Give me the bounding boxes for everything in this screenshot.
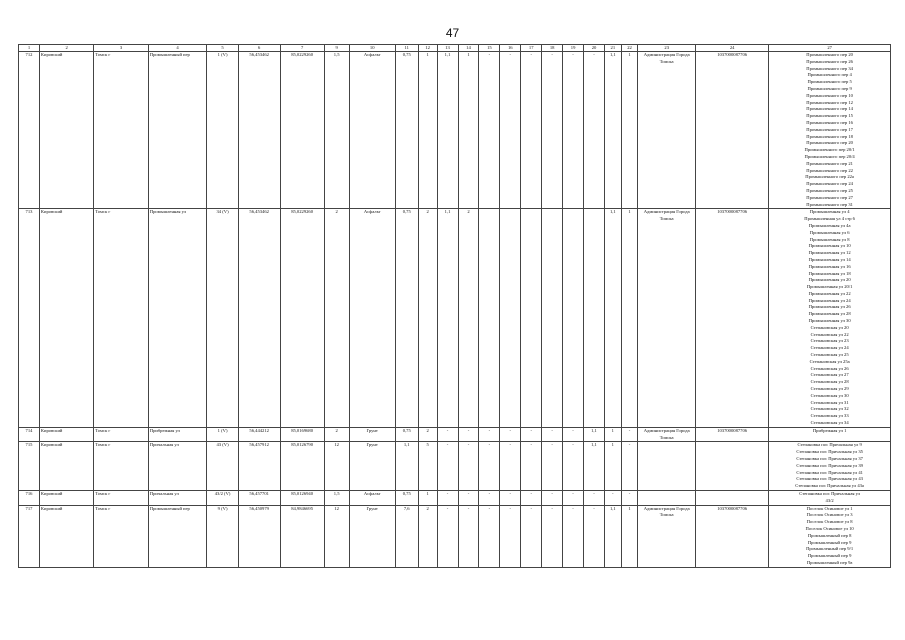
table-cell: - [563,491,584,506]
table-cell: - [500,491,521,506]
column-number: 12 [418,45,437,52]
column-number: 15 [479,45,500,52]
address-item: Промышленный пер 8 [807,532,852,538]
table-cell: 2 [418,209,437,428]
table-cell: 9 (V) [207,505,238,567]
address-item: Промышленного пер 25 [806,187,853,193]
table-cell: 34 (V) [207,209,238,428]
table-cell [584,209,605,428]
address-item: Промышленный пер 9 [807,539,852,545]
table-cell: - [542,427,563,442]
table-cell: - [458,505,479,567]
table-cell [479,209,500,428]
column-number: 22 [621,45,638,52]
address-item: Степановская ул 30 [810,392,849,398]
table-cell: Томск г [94,52,148,209]
address-item: Промышленная ул 24 [808,297,851,303]
address-item: Степановская ул 22 [810,331,849,337]
address-item: Промышленного пер 24 [806,181,853,187]
table-cell: 0,75 [395,209,418,428]
table-cell: - [542,442,563,491]
address-item: Степановка пос Причальная ул [799,491,861,496]
address-item: Промышленная ул 30 [808,318,851,324]
table-cell [521,209,542,428]
table-cell: Томск г [94,209,148,428]
address-item: Степановка пос Причальная ул 43 [796,476,863,482]
page-number: 47 [445,26,460,40]
table-cell: - [437,427,458,442]
column-number: 4 [148,45,207,52]
address-item: Степановка пос Причальная ул 37 [796,456,863,462]
address-item: Промышленного пер 14 [806,106,853,112]
table-cell: - [563,442,584,491]
column-number: 6 [238,45,280,52]
table-cell: Кировский [39,52,93,209]
table-cell: 712 [19,52,40,209]
address-item: Промышленная ул 20/1 [806,284,853,290]
address-item: Степановская ул 28 [810,379,849,385]
address-item: Промышленный пер 9а [806,559,853,565]
table-cell: 84,9846695 [280,505,324,567]
table-cell: - [621,491,638,506]
address-item: Степановка пос Причальная ул 41 [796,469,863,475]
column-number: 21 [604,45,621,52]
table-cell: 1,1 [584,442,605,491]
table-cell: 1,1 [437,209,458,428]
table-cell: 85,0229260 [280,52,324,209]
address-item: Степановская ул 31 [810,399,849,405]
table-cell: Асфальт [349,209,395,428]
table-row [19,505,891,567]
table-row [19,52,891,209]
table-cell: 1 [621,209,638,428]
table-row [19,491,891,506]
table-cell: 2 [418,427,437,442]
table-cell: - [479,505,500,567]
address-list [769,505,891,567]
table-cell: 85,0229260 [280,209,324,428]
table-cell: - [437,442,458,491]
table-cell: Промышленный пер [148,505,207,567]
table-cell: 2 [418,505,437,567]
table-cell: - [458,442,479,491]
table-cell: 1 [621,52,638,209]
address-item: Степановская ул 23 [810,338,849,344]
table-cell: - [542,52,563,209]
address-item: Промышленная ул 4а [808,222,851,228]
table-cell: 1 [458,52,479,209]
table-cell: Грунт [349,505,395,567]
table-cell: 56,453462 [238,52,280,209]
address-item: Поселок Осиновое ул 3 [806,512,853,518]
table-cell: 1037000087706 [695,427,768,442]
table-cell: 2 [458,209,479,428]
address-item: Степановская ул 24 [810,345,849,351]
address-item: Промышленная ул 22 [808,290,851,296]
table-cell: Кировский [39,491,93,506]
address-item: Степановская ул 25 [810,352,849,358]
column-number: 13 [437,45,458,52]
table-cell: 1,1 [395,442,418,491]
address-item: Промышленного пер 20/4 [804,153,855,159]
table-cell: - [479,52,500,209]
table-cell: - [542,491,563,506]
address-item: Степановская ул 25а [809,358,850,364]
address-item: Промышленного пер 22 [806,167,853,173]
table-cell: Томск г [94,491,148,506]
table-cell: 1 (V) [207,427,238,442]
address-item: Промышленная ул 26 [808,304,851,310]
address-list [769,209,891,428]
table-cell: 12 [324,505,349,567]
table-cell: - [584,505,605,567]
address-list [769,427,891,442]
table-cell: - [479,491,500,506]
table-cell: - [521,52,542,209]
table-cell: Грунт [349,427,395,442]
table-cell: - [458,491,479,506]
table-cell: 56,450979 [238,505,280,567]
table-cell: - [584,491,605,506]
address-item: Степановская ул 27 [810,372,849,378]
table-cell: - [479,442,500,491]
table-cell: 1 [604,427,621,442]
table-row [19,442,891,491]
address-item: Промышленного пер 22а [805,174,854,180]
table-cell: Асфальт [349,52,395,209]
table-cell: Промышленная ул [148,209,207,428]
table-cell: - [458,427,479,442]
table-cell: 7,6 [395,505,418,567]
table-cell: Грунт [349,442,395,491]
column-number: 23 [638,45,696,52]
table-cell: 5 [418,442,437,491]
address-item: Промышленная ул 8 [809,236,850,242]
address-item: Промышленный пер 9/1 [806,546,854,552]
address-item: Промышленная ул 28 [808,311,851,317]
table-cell: 715 [19,442,40,491]
table-cell: 716 [19,491,40,506]
table-cell: Кировский [39,427,93,442]
table-cell: 713 [19,209,40,428]
address-item: Промышленная ул 18 [808,270,851,276]
table-cell: - [521,427,542,442]
table-cell: 1,5 [324,491,349,506]
table-cell: - [437,505,458,567]
column-number: 5 [207,45,238,52]
address-item: Промышленного пер 20 [806,52,853,57]
address-item: Степановская ул 29 [810,386,849,392]
table-cell: 43 (V) [207,442,238,491]
address-item: Степановская ул 33 [810,413,849,419]
column-number: 19 [563,45,584,52]
table-cell: 1,1 [604,209,621,428]
table-cell: 1037000087706 [695,52,768,209]
table-cell: 717 [19,505,40,567]
table-cell: 1,1 [584,427,605,442]
table-cell: Причальная ул [148,491,207,506]
table-cell: 85,0126790 [280,442,324,491]
address-item: Промышленного пер 9 [807,85,852,91]
table-cell: 1,1 [437,52,458,209]
table-cell: 56,453462 [238,209,280,428]
table-cell: Кировский [39,209,93,428]
header-row [19,45,891,52]
table-cell: Томск г [94,505,148,567]
table-cell: 2 [324,209,349,428]
table-cell [542,209,563,428]
table-cell: 1 [604,442,621,491]
table-row [19,427,891,442]
table-cell: Кировский [39,442,93,491]
table-row [19,209,891,428]
column-number: 17 [521,45,542,52]
table-cell: - [500,52,521,209]
column-number: 3 [94,45,148,52]
address-list [769,491,891,506]
address-list [769,52,891,209]
table-cell: Томск г [94,442,148,491]
column-number: 1 [19,45,40,52]
table-cell: - [500,505,521,567]
table-cell [563,209,584,428]
table-cell: 12 [324,442,349,491]
table-cell [695,491,768,506]
address-item: Промышленного пер 16 [806,119,853,125]
address-item: Промышленного пер 21 [806,160,853,166]
address-item: Промышленного пер 10 [806,92,853,98]
address-item: Степановка пос Причальная ул 9 [797,442,862,448]
address-item: Промышленный пер 9 [807,553,852,559]
table-cell: 1 [418,52,437,209]
address-item: Степановская ул 32 [810,406,849,412]
table-cell: Администрация Города Томска [638,209,696,428]
table-cell: - [563,427,584,442]
address-item: Промышленного пер 4 [807,72,852,78]
address-item: Поселок Осиновое ул 10 [805,525,854,531]
table-cell: - [479,427,500,442]
address-item: Прибрежная ул 1 [812,427,847,433]
address-item: Промышленного пер 17 [806,126,853,132]
table-cell: Кировский [39,505,93,567]
table-cell: 56,457912 [238,442,280,491]
address-item: Промышленного пер 31 [806,201,853,207]
table-cell: 1 [621,505,638,567]
table-cell: 56,457701 [238,491,280,506]
address-item: Степановка пос Причальная ул 39 [796,462,863,468]
table-cell: Администрация Города Томска [638,427,696,442]
column-number: 20 [584,45,605,52]
table-cell: 1,1 [604,52,621,209]
table-cell: - [521,442,542,491]
address-item: Промышленная ул 4 [809,209,850,215]
column-number: 11 [395,45,418,52]
address-item: Поселок Осиновое ул 8 [806,519,853,525]
address-item: Степановская ул 34 [810,420,849,426]
table-cell: - [621,427,638,442]
address-item: Степановская ул 26 [810,365,849,371]
table-cell: Промышленный пер [148,52,207,209]
table-cell: 1037000087706 [695,209,768,428]
column-number: 14 [458,45,479,52]
table-cell: 43/2 (V) [207,491,238,506]
table-cell: - [563,52,584,209]
address-item: Промышленная ул 14 [808,256,851,262]
table-cell: - [542,505,563,567]
table-cell: 1,5 [324,52,349,209]
address-item: Промышленного пер 18 [806,133,853,139]
table-cell [638,491,696,506]
table-cell: - [563,505,584,567]
table-cell [638,442,696,491]
address-item: Промышленная ул 20 [808,277,851,283]
table-cell: - [500,442,521,491]
table-cell: 2 [324,427,349,442]
address-item: Степановская ул 20 [810,324,849,330]
table-cell: 85,0169680 [280,427,324,442]
registry-table [18,44,891,568]
table-cell: 1037000087706 [695,505,768,567]
table-cell: - [584,52,605,209]
address-item: Промышленная ул 6 [809,229,850,235]
address-item: Поселок Осиновое ул 1 [806,505,853,511]
address-item: Промышленного пер 27 [806,194,853,200]
table-cell: Томск г [94,427,148,442]
table-cell: - [437,491,458,506]
table-cell: 1 (V) [207,52,238,209]
address-item: Промышленная ул 10 [808,243,851,249]
table-cell: - [521,505,542,567]
address-item: Степановка пос Причальная ул 43а [795,483,864,489]
column-number: 27 [769,45,891,52]
table-cell: 1 [418,491,437,506]
table-cell: 714 [19,427,40,442]
address-item: Промышленного пер 15 [806,113,853,119]
table-cell: - [521,491,542,506]
address-item: Промышленного пер 5 [807,79,852,85]
table-cell: 0,75 [395,52,418,209]
address-item: Промышленного пер 20 [806,140,853,146]
address-item: 43/2 [825,497,834,503]
table-cell: 1,1 [604,505,621,567]
table-cell: Прибрежная ул [148,427,207,442]
table-cell: - [621,442,638,491]
table-cell: Причальная ул [148,442,207,491]
table-cell [695,442,768,491]
column-number: 9 [324,45,349,52]
address-item: Промышленная ул 4 стр 6 [804,216,855,222]
table-cell: 85,0126940 [280,491,324,506]
address-list [769,442,891,491]
column-number: 7 [280,45,324,52]
table-cell: 0,75 [395,491,418,506]
table-cell: 0,75 [395,427,418,442]
address-item: Промышленного пер 26 [806,58,853,64]
table-cell [500,209,521,428]
table-cell: 56,444212 [238,427,280,442]
address-item: Промышленная ул 12 [808,250,851,256]
address-item: Промышленного пер 20/1 [804,147,855,153]
table-cell: - [500,427,521,442]
table-cell: Асфальт [349,491,395,506]
column-number: 16 [500,45,521,52]
column-number: 10 [349,45,395,52]
table-cell: - [604,491,621,506]
column-number: 24 [695,45,768,52]
table-cell: Администрация Города Томска [638,52,696,209]
address-item: Промышленная ул 16 [808,263,851,269]
column-number: 2 [39,45,93,52]
column-number: 18 [542,45,563,52]
address-item: Промышленного пер 34 [806,65,853,71]
address-item: Промышленного пер 12 [806,99,853,105]
table-cell: Администрация Города Томска [638,505,696,567]
address-item: Степановка пос Причальная ул 35 [796,449,863,455]
